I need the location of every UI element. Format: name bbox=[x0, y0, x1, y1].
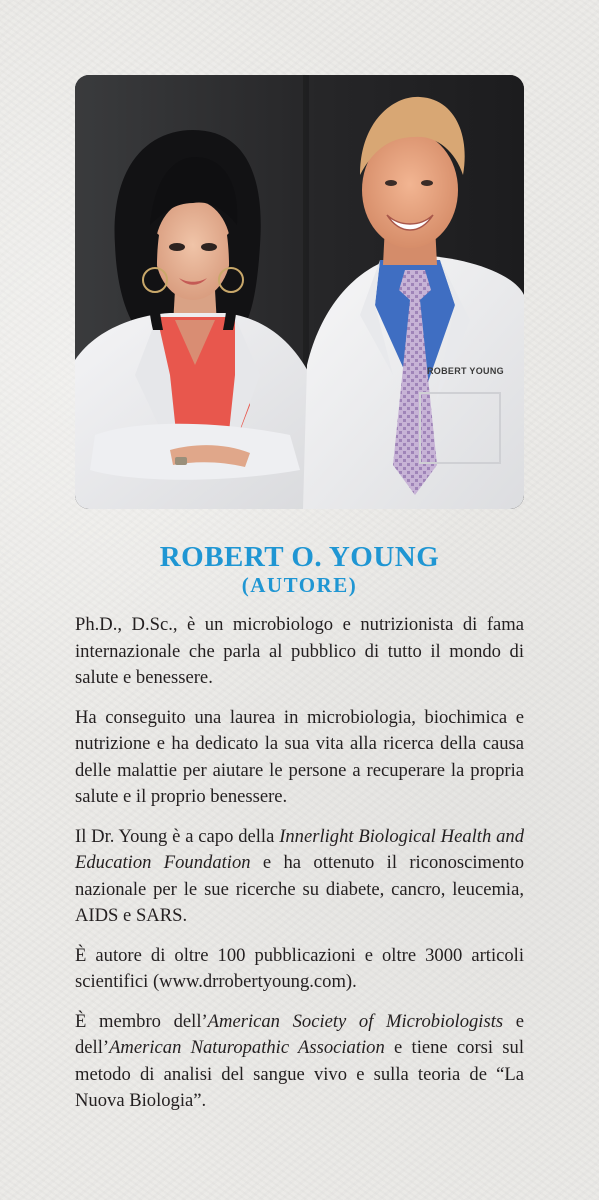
name-badge: ROBERT YOUNG bbox=[427, 366, 504, 376]
bio-paragraph: Ha conseguito una laurea in microbiologia, biochimica e nutrizione e ha dedicato la sua vita alla ricerca della causa delle malattie per aiutare le persone a recuperare la propria salute e il proprio benessere. bbox=[75, 706, 524, 807]
bio-paragraph: È autore di oltre 100 pubblicazioni e oltre 3000 articoli scientifici (www.drrobertyoung.com). bbox=[75, 944, 524, 992]
author-role: (AUTORE) bbox=[241, 573, 358, 597]
bio-text: Il Dr. Young è a capo della bbox=[75, 825, 280, 847]
bio-paragraph: Ph.D., D.Sc., è un microbiologo e nutrizionista di fama internazionale che parla al pubblico di tutto il mondo di salute e benessere. bbox=[75, 614, 524, 688]
bio-text: e dell’ bbox=[75, 1010, 524, 1058]
bio-text: È membro dell’ bbox=[75, 1010, 208, 1032]
author-heading bbox=[0, 540, 599, 596]
association-name: American Naturopathic Association bbox=[109, 1037, 385, 1058]
author-photo bbox=[75, 75, 524, 509]
author-bio bbox=[75, 612, 524, 1128]
society-name: American Society of Microbiologists bbox=[207, 1010, 504, 1032]
bio-paragraph bbox=[75, 824, 524, 930]
bio-text: e ha ottenuto il riconoscimento nazionale per le sue ricerche su diabete, cancro, leucemia, AIDS e SARS. bbox=[75, 852, 524, 926]
foundation-name: Innerlight Biological Health and Education Foundation bbox=[75, 825, 524, 873]
author-name: ROBERT O. YOUNG bbox=[159, 541, 440, 573]
bio-text: e tiene corsi sul metodo di analisi del sangue vivo e sulla teoria de “La Nuova Biologia”. bbox=[75, 1037, 525, 1111]
bio-paragraph bbox=[75, 1009, 524, 1115]
author-photo-illustration bbox=[75, 75, 524, 509]
